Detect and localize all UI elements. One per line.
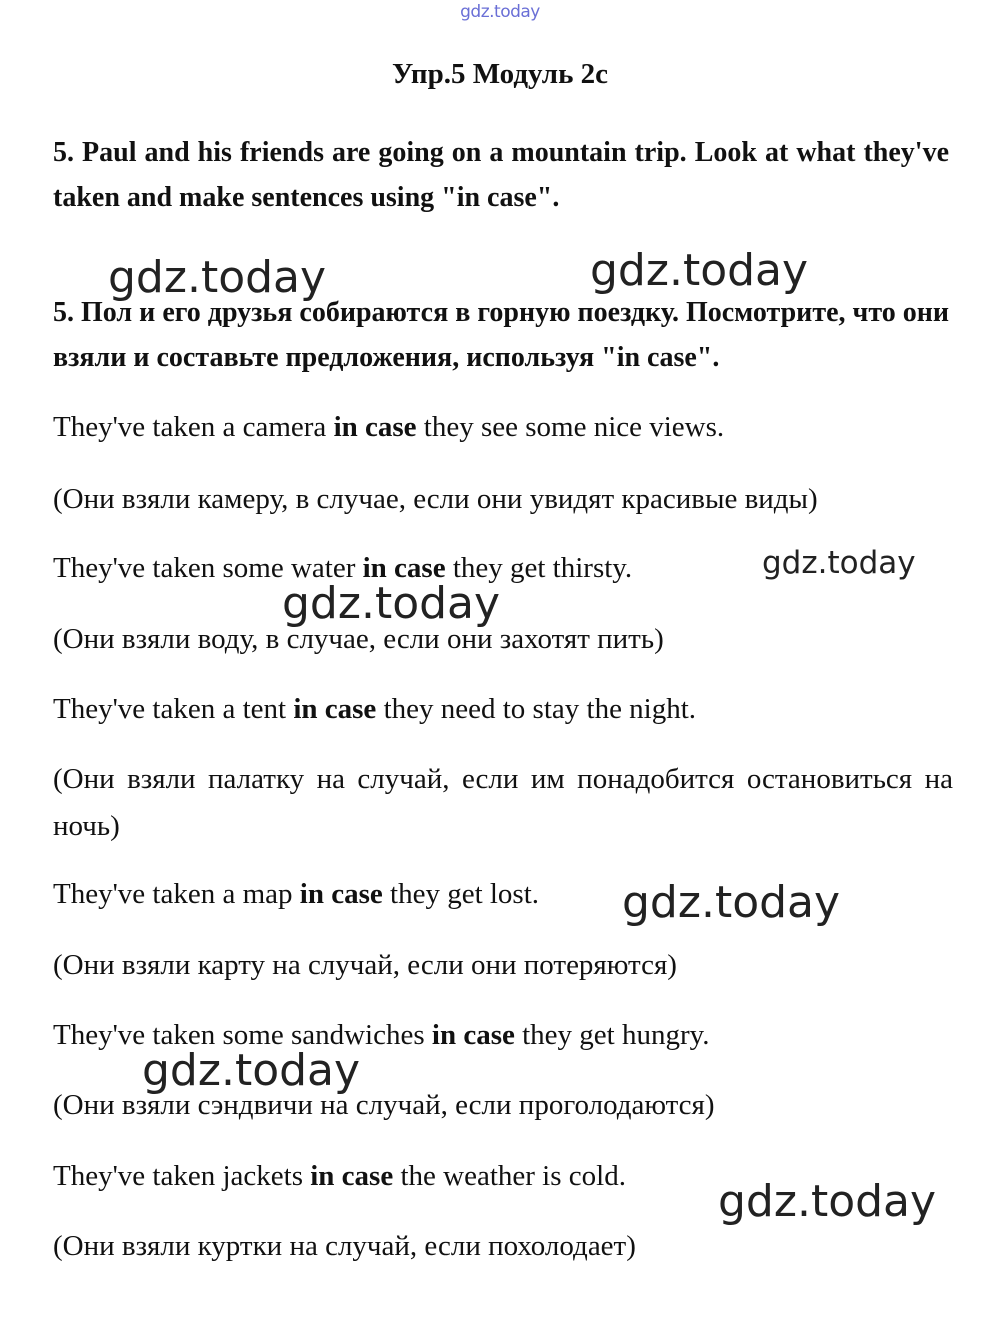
sentence-3-ru: (Они взяли палатку на случай, если им понадобится остановиться на ночь) <box>53 763 953 842</box>
task-russian: 5. Пол и его друзья собираются в горную поездку. Посмотрите, что они взяли и составьте предложения, используя "in case". <box>53 297 949 373</box>
sentence-2-en: They've taken some water in case they get thirsty. <box>53 552 633 584</box>
sentence-1-en: They've taken a camera in case they see some nice views. <box>53 411 725 443</box>
watermark: gdz.today <box>282 578 501 629</box>
sentence-5-ru: (Они взяли сэндвичи на случай, если проголодаются) <box>53 1089 715 1121</box>
sentence-4-en: They've taken a map in case they get lost. <box>53 878 540 910</box>
sentence-3-en: They've taken a tent in case they need to stay the night. <box>53 693 697 725</box>
task-english: 5. Paul and his friends are going on a mountain trip. Look at what they've taken and make sentences using "in case". <box>53 137 949 213</box>
site-logo-top[interactable]: gdz.today <box>460 2 540 22</box>
watermark: gdz.today <box>622 877 841 928</box>
sentence-6-ru: (Они взяли куртки на случай, если похолодает) <box>53 1230 636 1262</box>
sentence-6-en: They've taken jackets in case the weather is cold. <box>53 1160 626 1192</box>
watermark: gdz.today <box>108 252 327 303</box>
watermark: gdz.today <box>590 245 809 296</box>
page-title: Упр.5 Модуль 2c <box>391 58 609 90</box>
sentence-5-en: They've taken some sandwiches in case they get hungry. <box>53 1019 710 1051</box>
sentence-2-ru: (Они взяли воду, в случае, если они захотят пить) <box>53 623 664 655</box>
watermark: gdz.today <box>718 1176 937 1227</box>
watermark: gdz.today <box>762 545 916 581</box>
watermark: gdz.today <box>142 1045 361 1096</box>
sentence-4-ru: (Они взяли карту на случай, если они потеряются) <box>53 949 677 981</box>
sentence-1-ru: (Они взяли камеру, в случае, если они увидят красивые виды) <box>53 483 818 515</box>
